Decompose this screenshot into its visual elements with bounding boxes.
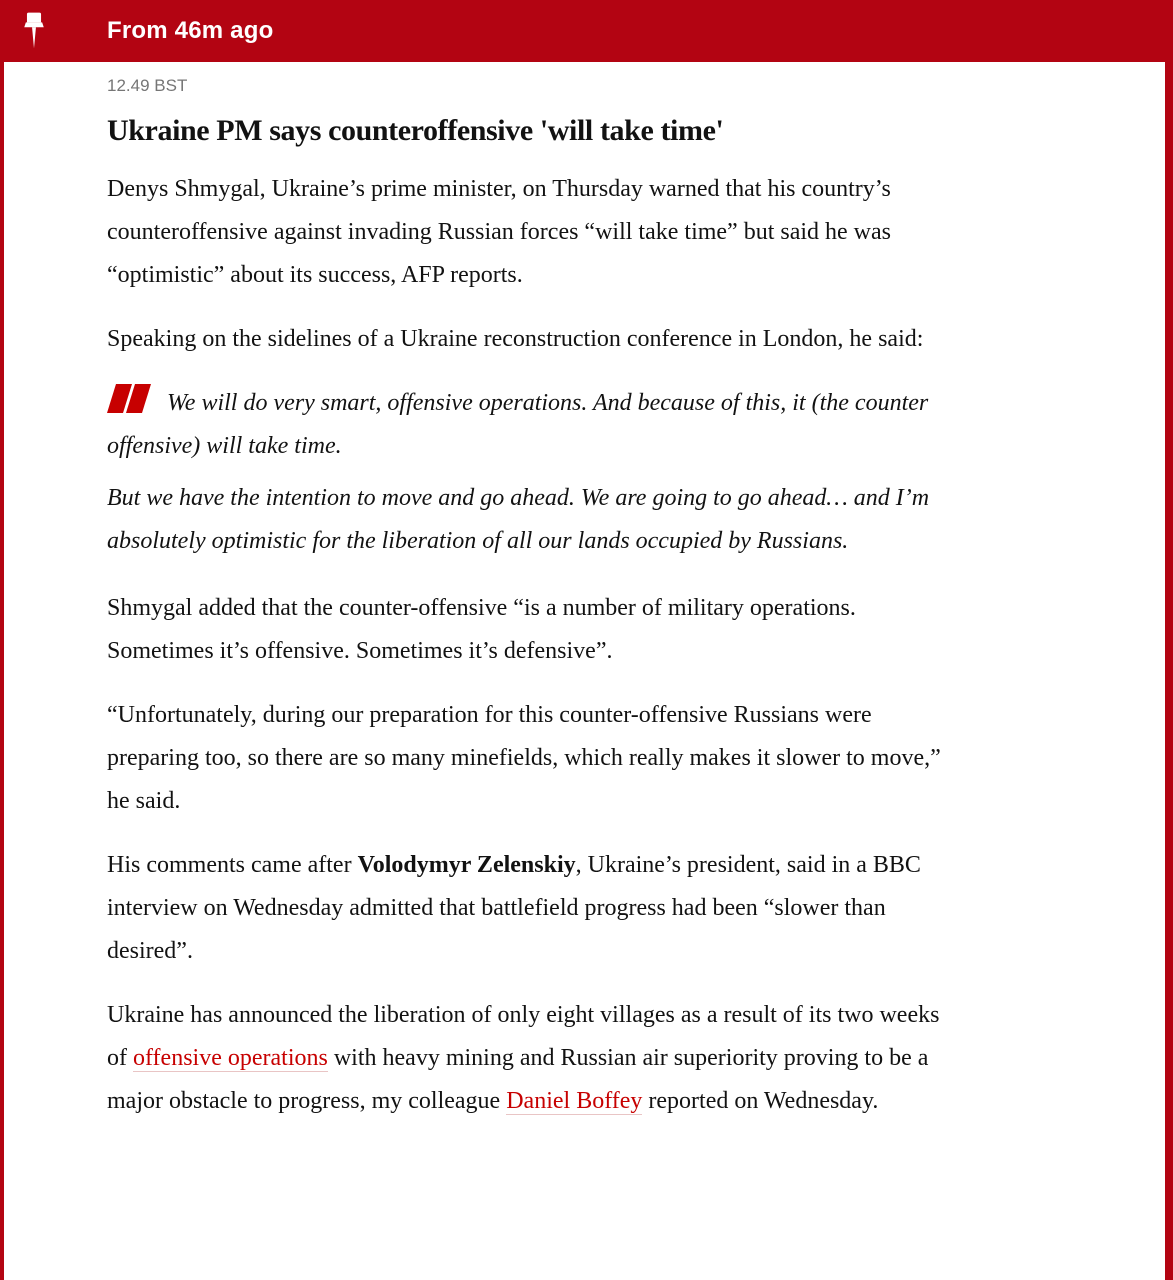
right-accent-stripe bbox=[1165, 62, 1173, 1280]
paragraph: Ukraine has announced the liberation of only eight villages as a result of its two weeks of offensive operations with heavy mining and Russian air superiority proving to be a major obstacle to progress, my colleague Daniel Boffey reported on Wednesday. bbox=[107, 1002, 940, 1114]
bold-text: Volodymyr Zelenskiy bbox=[357, 852, 576, 878]
paragraph: “Unfortunately, during our preparation for this counter-offensive Russians were preparing too, so there are so many minefields, which really makes it slower to move,” he said. bbox=[107, 702, 941, 814]
paragraph: Shmygal added that the counter-offensive “is a number of military operations. Sometimes it’s offensive. Sometimes it’s defensive”. bbox=[107, 595, 856, 664]
pinned-bar[interactable] bbox=[0, 0, 1173, 62]
post-timestamp: 12.49 BST bbox=[107, 76, 188, 95]
paragraph: His comments came after Volodymyr Zelenskiy, Ukraine’s president, said in a BBC interview on Wednesday admitted that battlefield progress had been “slower than desired”. bbox=[107, 852, 921, 964]
paragraph: Speaking on the sidelines of a Ukraine reconstruction conference in London, he said: bbox=[107, 326, 924, 352]
inline-link[interactable]: offensive operations bbox=[133, 1045, 328, 1071]
live-blog-post bbox=[107, 76, 957, 1144]
blockquote bbox=[107, 382, 957, 563]
pinned-bar-label: From 46m ago bbox=[107, 17, 274, 44]
quote-icon bbox=[107, 384, 151, 413]
post-body bbox=[107, 168, 957, 1123]
quote-paragraph: But we have the intention to move and go ahead. We are going to go ahead… and I’m absolutely optimistic for the liberation of all our lands occupied by Russians. bbox=[107, 485, 930, 554]
left-accent-stripe bbox=[0, 62, 4, 1280]
pushpin-icon bbox=[21, 11, 47, 51]
quote-paragraph: We will do very smart, offensive operations. And because of this, it (the counter offensive) will take time. bbox=[107, 382, 957, 468]
inline-link[interactable]: Daniel Boffey bbox=[506, 1088, 643, 1114]
post-title: Ukraine PM says counteroffensive 'will take time' bbox=[107, 114, 724, 147]
paragraph: Denys Shmygal, Ukraine’s prime minister, on Thursday warned that his country’s counteroffensive against invading Russian forces “will take time” but said he was “optimistic” about its success, AFP reports. bbox=[107, 176, 892, 288]
